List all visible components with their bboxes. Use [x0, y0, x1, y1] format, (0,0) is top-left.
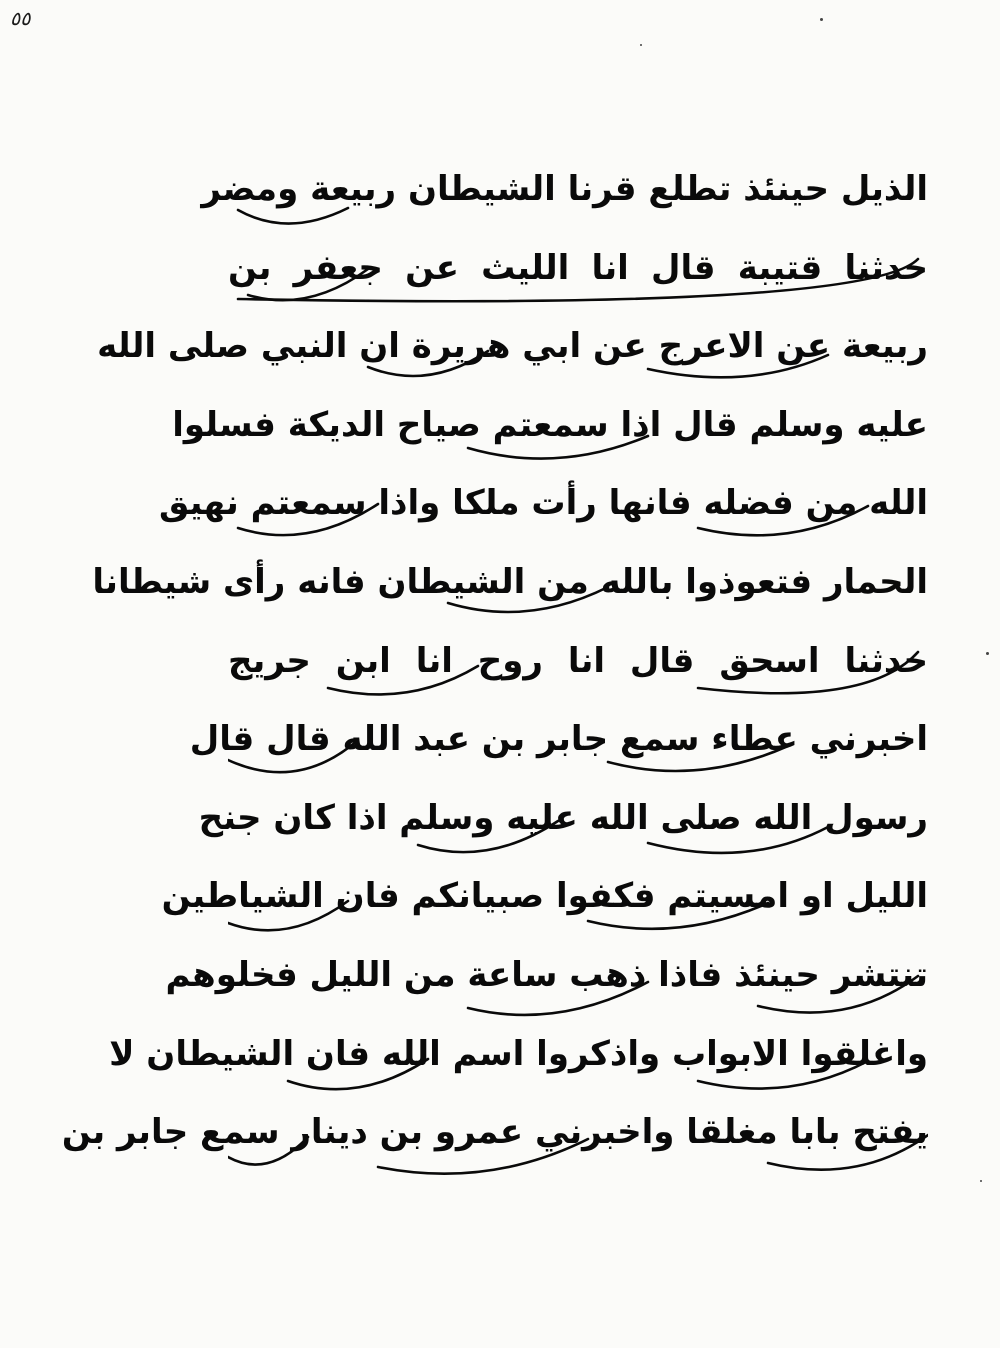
manuscript-line-text: عليه وسلم قال اذا سمعتم صياح الديكة فسلوا [172, 404, 928, 445]
manuscript-line [228, 229, 928, 308]
ink-speck [980, 1180, 982, 1182]
manuscript-line [97, 307, 928, 386]
manuscript-line-text: ربيعة عن الاعرج عن ابي هريرة ان النبي صلى الله [97, 326, 928, 367]
manuscript-line [92, 543, 928, 622]
manuscript-line-text: حدثنا اسحق قال انا روح انا ابن جريج [228, 640, 928, 681]
folio-number: ٥٥ [10, 8, 31, 30]
ink-speck [820, 18, 823, 21]
manuscript-line [159, 464, 928, 543]
manuscript-line [189, 700, 928, 779]
manuscript-line [61, 1093, 928, 1172]
manuscript-line-text: واغلقوا الابواب واذكروا اسم الله فان الشيطان لا [109, 1033, 928, 1074]
manuscript-line [109, 1015, 928, 1094]
manuscript-line-text: الذيل حينئذ تطلع قرنا الشيطان ربيعة ومضر [201, 169, 928, 209]
manuscript-line-text: يفتح بابا مغلقا واخبرني عمرو بن دينار سمع جابر بن [61, 1112, 928, 1153]
manuscript-line-text: تنتشر حينئذ فاذا ذهب ساعة من الليل فخلوهم [165, 954, 928, 995]
manuscript-line-text: رسول الله صلى الله عليه وسلم اذا كان جنح [198, 797, 928, 838]
manuscript-line-text: الله من فضله فانها رأت ملكا واذا سمعتم نهيق [159, 483, 928, 524]
manuscript-line-text: الحمار فتعوذوا بالله من الشيطان فانه رأى شيطانا [92, 561, 928, 602]
manuscript-line [228, 622, 928, 701]
manuscript-line [201, 150, 928, 229]
manuscript-line [198, 779, 928, 858]
ink-speck [986, 652, 989, 655]
ink-speck [640, 44, 642, 46]
manuscript-line-text: اخبرني عطاء سمع جابر بن عبد الله قال قال [189, 719, 928, 760]
manuscript-text-block [61, 150, 928, 1172]
manuscript-line [165, 936, 928, 1015]
manuscript-line [161, 857, 928, 936]
manuscript-line [172, 386, 928, 465]
manuscript-line-text: الليل او امسيتم فكفوا صبيانكم فان الشياطين [161, 876, 928, 917]
manuscript-line-text: حدثنا قتيبة قال انا الليث عن جعفر بن [228, 247, 928, 288]
